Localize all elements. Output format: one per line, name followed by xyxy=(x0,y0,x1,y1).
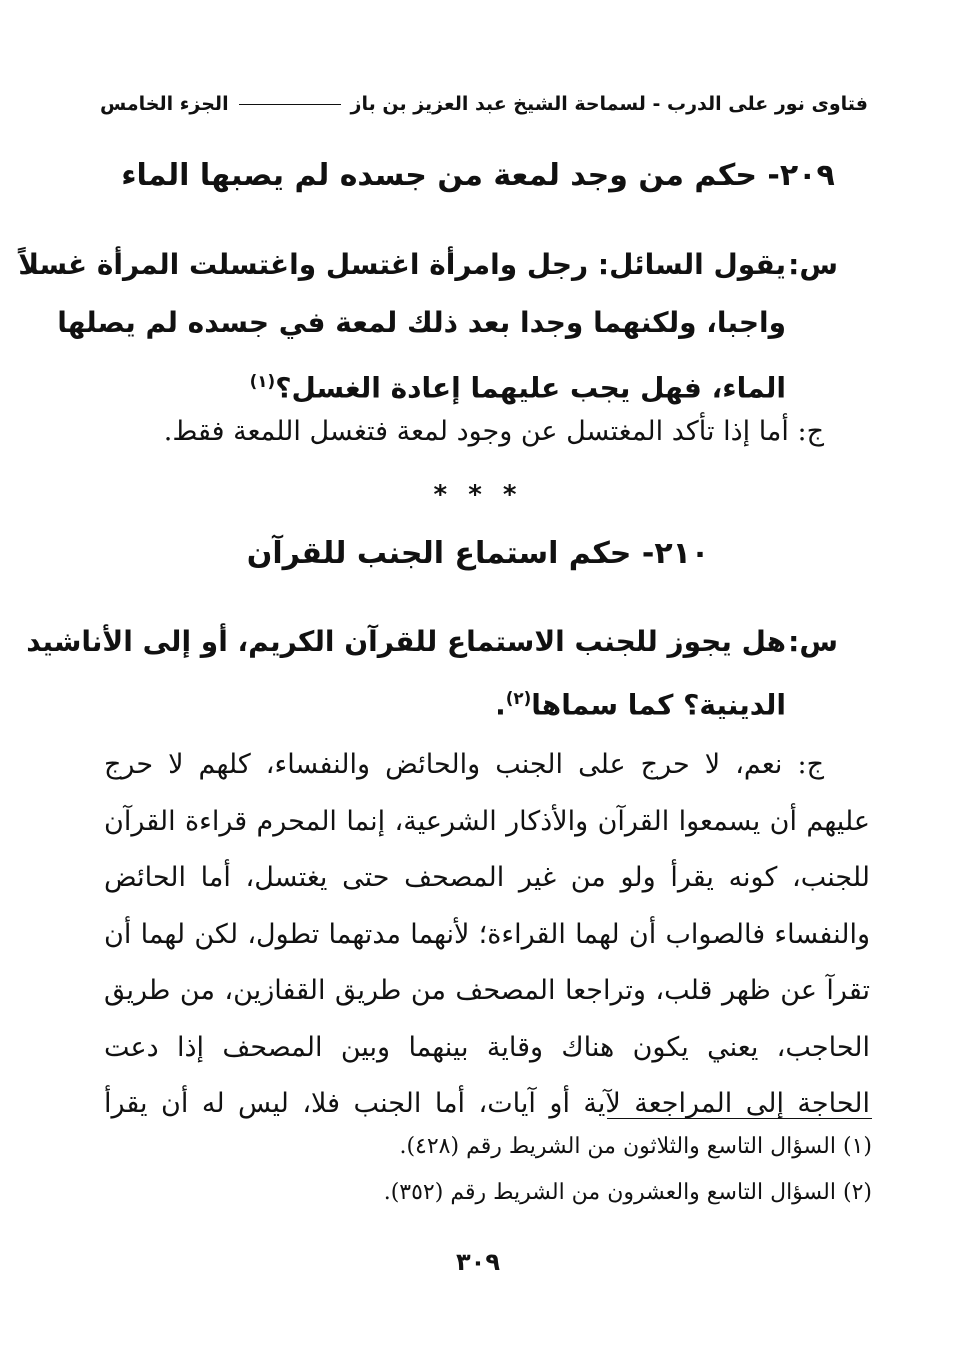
fatwa-210-answer xyxy=(104,737,870,1133)
fatwa-209-question xyxy=(18,236,838,417)
footnote-ref-1[interactable]: (١) xyxy=(249,371,276,391)
fatwa-209-heading: ٢٠٩- حكم من وجد لمعة من جسده لم يصبها الماء xyxy=(121,158,835,193)
book-title: فتاوى نور على الدرب - لسماحة الشيخ عبد العزيز بن باز xyxy=(350,93,868,115)
answer-line: الحاجب، يعني يكون هناك وقاية بينهما وبين المصحف إذا دعت xyxy=(104,1031,870,1063)
question-line xyxy=(18,352,786,417)
footnote-ref-2[interactable]: (٢) xyxy=(505,688,532,708)
question-line: واجبا، ولكنهما وجدا بعد ذلك لمعة في جسده لم يصلها xyxy=(57,306,786,339)
answer-line: الحاجة إلى المراجعة لآية أو آيات، أما الجنب فلا، ليس له أن يقرأ xyxy=(104,1088,870,1119)
page-number: ٣٠٩ xyxy=(456,1248,500,1276)
section-separator: * * * xyxy=(433,480,523,510)
question-line-text: الماء، فهل يجب عليهما إعادة الغسل؟ xyxy=(275,371,786,405)
footnote-1: (١) السؤال التاسع والثلاثون من الشريط رقم (٤٢٨). xyxy=(399,1134,872,1159)
answer-line: تقرآ عن ظهر قلب، وتراجعا المصحف من طريق القفازين، من طريق xyxy=(104,975,870,1006)
question-line xyxy=(26,670,786,733)
answer-line: للجنب، كونه يقرأ ولو من غير المصحف حتى يغتسل، أما الحائض xyxy=(104,862,870,893)
answer-line: والنفساء فالصواب أن لهما القراءة؛ لأنهما مدتهما تطول، لكن لهما أن xyxy=(104,918,870,950)
question-line: هل يجوز للجنب الاستماع للقرآن الكريم، أو إلى الأناشيد xyxy=(26,625,786,658)
footnote-2: (٢) السؤال التاسع والعشرون من الشريط رقم (٣٥٢). xyxy=(383,1180,872,1205)
question-label: س: xyxy=(788,248,838,281)
fatwa-210-heading: ٢١٠- حكم استماع الجنب للقرآن xyxy=(246,536,710,571)
running-header xyxy=(100,88,868,120)
question-line-text: الدينية؟ كما سماها xyxy=(531,688,786,722)
fatwa-209-answer: ج: أما إذا تأكد المغتسل عن وجود لمعة فتغسل اللمعة فقط. xyxy=(163,416,824,447)
answer-line: ج: نعم، لا حرج على الجنب والحائض والنفساء، كلهم لا حرج xyxy=(104,749,824,780)
volume-label: الجزء الخامس xyxy=(100,93,229,115)
fatwa-210-question xyxy=(26,614,838,733)
question-end: . xyxy=(495,688,506,722)
question-line: يقول السائل: رجل وامرأة اغتسل واغتسلت المرأة غسلاً xyxy=(18,248,786,281)
answer-line: عليهم أن يسمعوا القرآن والأذكار الشرعية، إنما المحرم قراءة القرآن xyxy=(104,805,870,837)
footnote-divider xyxy=(607,1118,872,1119)
question-label: س: xyxy=(788,625,838,658)
header-divider xyxy=(239,104,341,105)
